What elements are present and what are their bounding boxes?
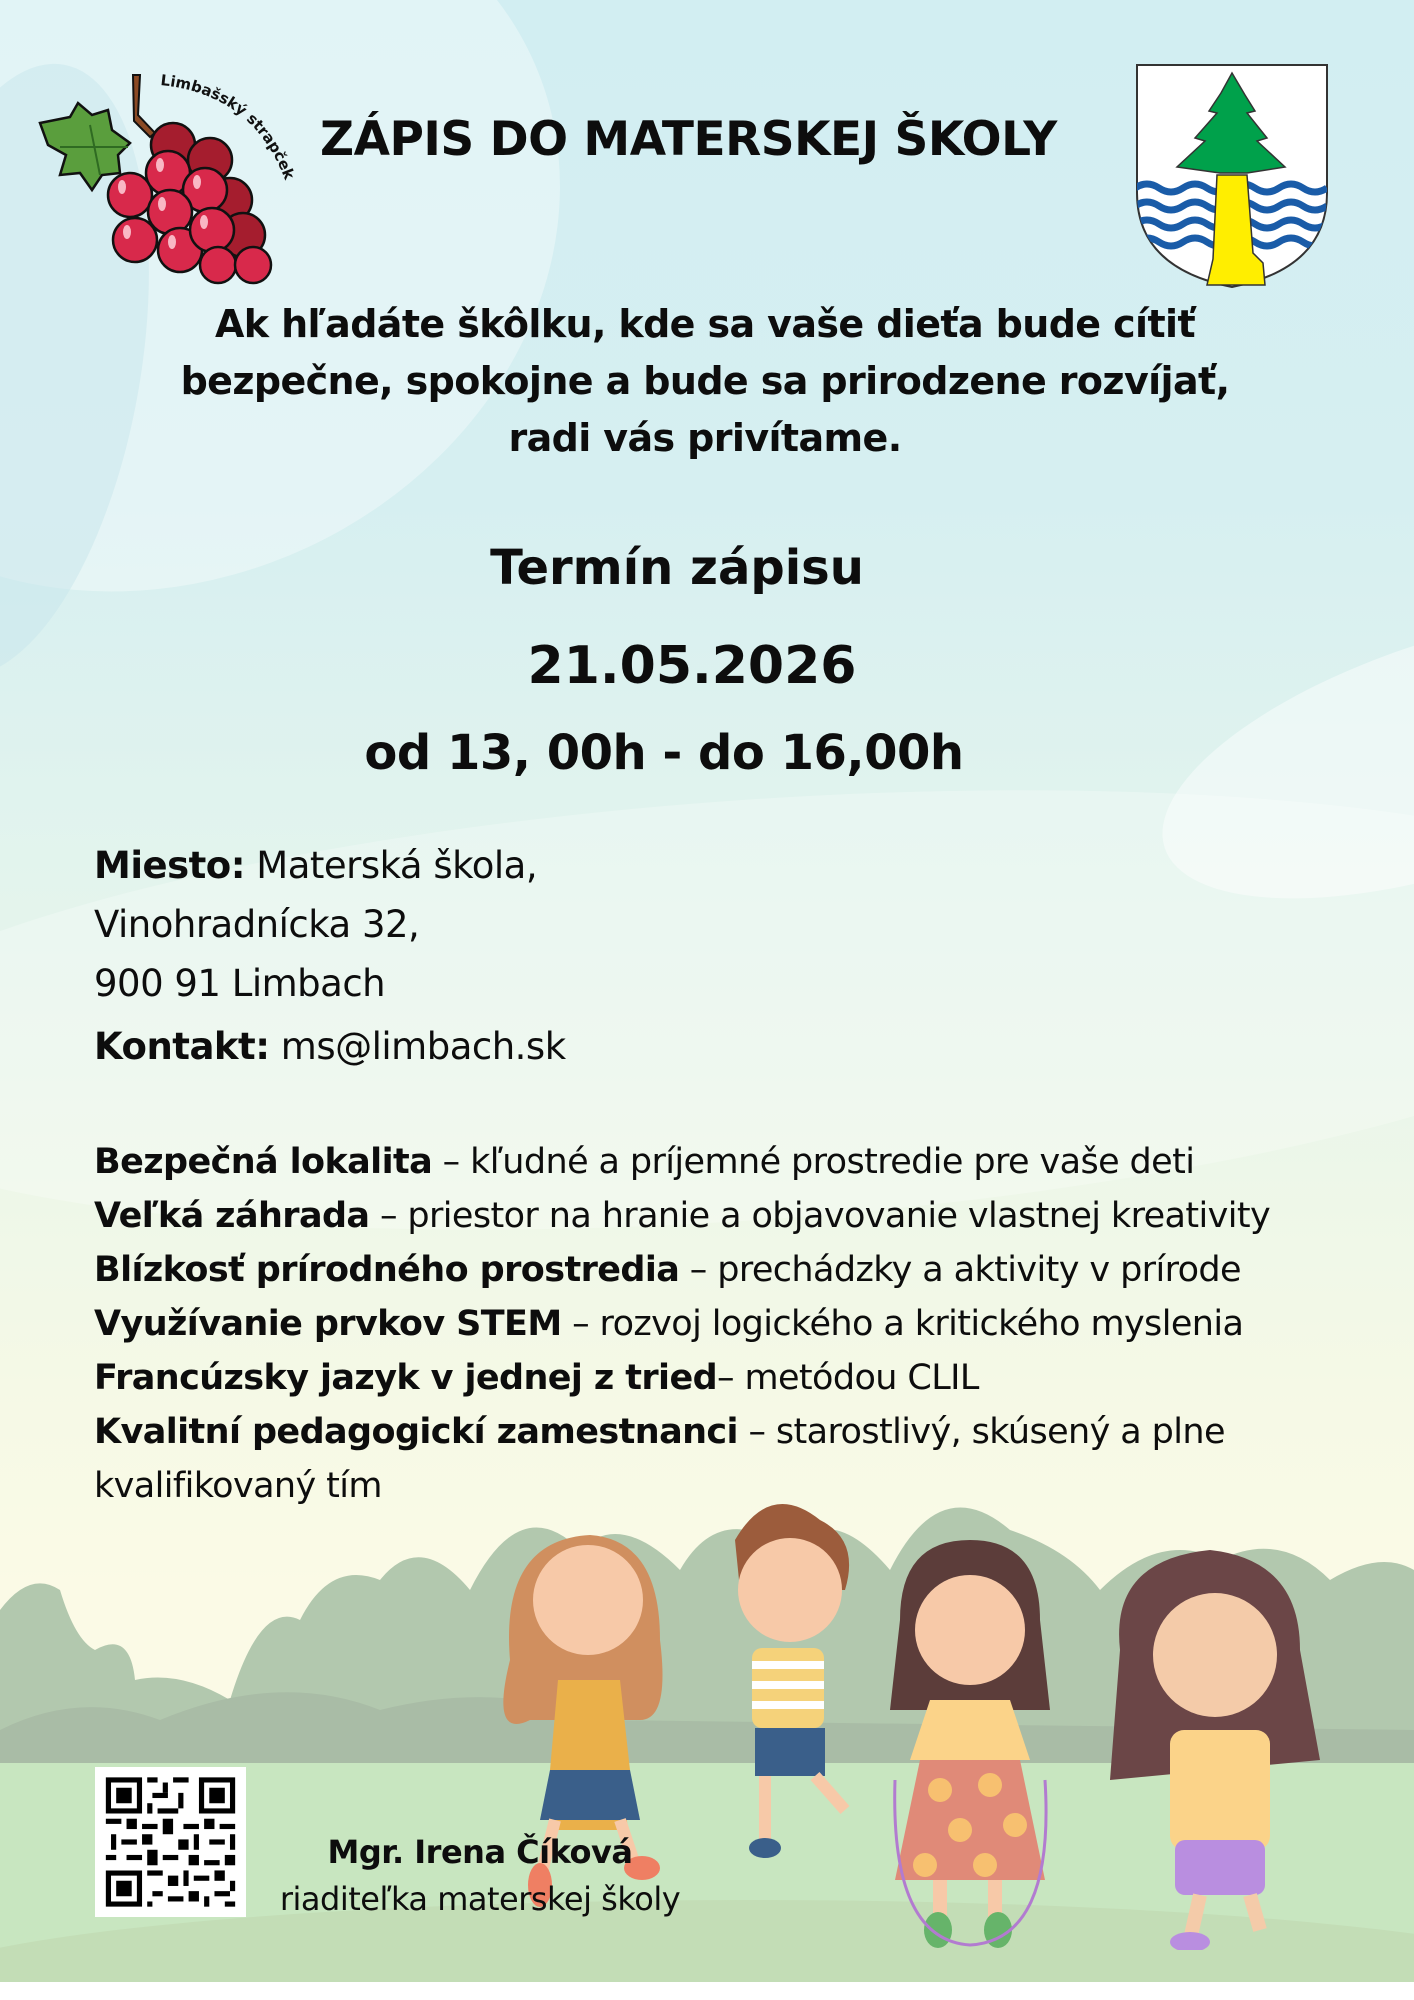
feature-text: – prechádzky a aktivity v prírode — [679, 1250, 1241, 1290]
feature-text: – priestor na hranie a objavovanie vlastnej kreativity — [369, 1196, 1271, 1236]
municipal-crest — [1135, 63, 1329, 289]
signature-name: Mgr. Irena Číková — [327, 1833, 633, 1871]
enrollment-label: Termín zápisu — [490, 540, 864, 596]
feature-title: Kvalitní pedagogickí zamestnanci — [94, 1412, 738, 1452]
intro-text — [80, 296, 1330, 467]
feature-item — [94, 1189, 1270, 1243]
feature-text: – starostlivý, skúsený a plne — [737, 1412, 1225, 1452]
svg-text:Limbašský strapček: Limbašský strapček — [159, 71, 299, 183]
features-list — [94, 1135, 1270, 1513]
feature-title: Blízkosť prírodného prostredia — [94, 1250, 680, 1290]
school-logo — [30, 55, 310, 285]
feature-tail: kvalifikovaný tím — [94, 1466, 382, 1506]
grape-icon — [30, 55, 310, 285]
feature-item — [94, 1243, 1270, 1297]
feature-title: Veľká záhrada — [94, 1196, 370, 1236]
feature-text: – kľudné a príjemné prostredie pre vaše deti — [432, 1142, 1195, 1182]
page-title: ZÁPIS DO MATERSKEJ ŠKOLY — [320, 112, 1057, 167]
location-label: Miesto: — [94, 844, 246, 887]
location-info — [94, 836, 566, 1076]
feature-title: Francúzsky jazyk v jednej z tried — [94, 1358, 718, 1398]
feature-item — [94, 1405, 1270, 1459]
qr-code[interactable] — [95, 1767, 246, 1917]
feature-item — [94, 1351, 1270, 1405]
feature-item — [94, 1135, 1270, 1189]
intro-line: radi vás privítame. — [508, 416, 902, 460]
coat-of-arms-icon — [1135, 63, 1329, 289]
enrollment-time: od 13, 00h - do 16,00h — [364, 725, 964, 781]
intro-line: bezpečne, spokojne a bude sa prirodzene rozvíjať, — [180, 359, 1230, 403]
feature-text: – rozvoj logického a kritického myslenia — [561, 1304, 1244, 1344]
location-line: 900 91 Limbach — [94, 962, 386, 1005]
feature-item — [94, 1297, 1270, 1351]
feature-text: – metódou CLIL — [717, 1358, 979, 1398]
signature-role: riaditeľka materskej školy — [279, 1880, 681, 1918]
feature-title: Bezpečná lokalita — [94, 1142, 433, 1182]
contact-email[interactable]: ms@limbach.sk — [269, 1025, 566, 1068]
enrollment-date: 21.05.2026 — [527, 636, 857, 696]
location-line: Vinohradnícka 32, — [94, 903, 420, 946]
intro-line: Ak hľadáte škôlku, kde sa vaše dieťa bude cítiť — [214, 302, 1196, 346]
qr-code-icon — [95, 1767, 246, 1917]
contact-label: Kontakt: — [94, 1025, 270, 1068]
location-line: Materská škola, — [245, 844, 538, 887]
feature-title: Využívanie prvkov STEM — [94, 1304, 562, 1344]
